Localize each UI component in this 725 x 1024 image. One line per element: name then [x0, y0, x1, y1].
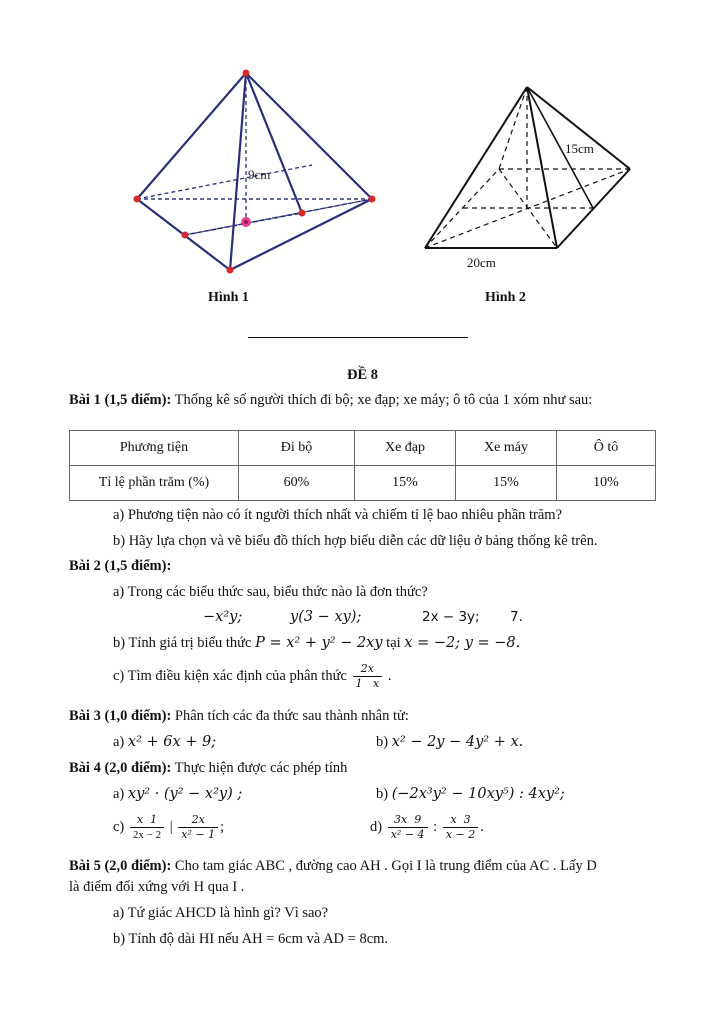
bai1-text: Thống kê số người thích đi bộ; xe đạp; xe máy; ô tô của 1 xóm như sau: [171, 392, 593, 408]
bai4-line [69, 760, 347, 777]
bai3-a-label: a) [113, 734, 128, 750]
bai4-b-expression: (−2x³y² − 10xy⁵) : 4xy²; [391, 786, 565, 802]
bai3-heading: Bài 3 (1,0 điểm): [69, 708, 172, 724]
bai4-b-label: b) [376, 786, 392, 802]
fraction-numerator: x 1 [130, 813, 164, 828]
bai2-b-prefix: b) Tính giá trị biểu thức [113, 635, 256, 651]
bai4-question-c [113, 813, 224, 842]
bai5-question-b: b) Tính độ dài HI nếu AH = 6cm và AD = 8cm. [113, 931, 389, 947]
bai3-line [69, 708, 409, 725]
table-header-cell: Xe đạp [355, 431, 456, 466]
bai4-text: Thực hiện được các phép tính [171, 760, 348, 776]
bai3-question-b [376, 734, 523, 751]
fraction-numerator: x 3 [443, 813, 478, 828]
table-header-row [70, 431, 656, 466]
bai1-question-b: b) Hãy lựa chọn và vẽ biểu đồ thích hợp biểu diễn các dữ liệu ở bảng thống kê trên. [113, 533, 598, 549]
bai2-c-fraction [353, 662, 383, 691]
bai5-line-1 [69, 858, 597, 875]
table-cell: 15% [355, 466, 456, 501]
fraction-denominator: 2x − 2 [132, 829, 162, 841]
bai5-heading: Bài 5 (2,0 điểm): [69, 858, 172, 874]
figure-2-base-label: 20cm [467, 255, 496, 270]
bai3-text: Phân tích các đa thức sau thành nhân tử: [171, 708, 409, 724]
bai4-heading: Bài 4 (2,0 điểm): [69, 760, 172, 776]
bai4-c-end: ; [220, 819, 225, 835]
bai2-expr-3: 2x − 3y; [422, 609, 480, 625]
figure-2-pyramid [415, 75, 645, 275]
bai2-expr-1: −x²y; [203, 609, 243, 625]
table-cell: Tỉ lệ phần trăm (%) [70, 466, 239, 501]
bai5-question-a: a) Tứ giác AHCD là hình gì? Vì sao? [113, 905, 329, 921]
bai4-d-operator: : [433, 819, 438, 835]
table-cell: 60% [239, 466, 355, 501]
bai4-c-fraction-1 [130, 813, 164, 842]
fraction-numerator: 2x [178, 813, 218, 828]
bai4-c-label: c) [113, 819, 128, 835]
section-divider [248, 337, 468, 338]
bai5-text-1: Cho tam giác ABC , đường cao AH . Gọi I là trung điểm của AC . Lấy D [171, 858, 597, 874]
fraction-numerator: 2x [353, 662, 383, 677]
bai2-question-b [113, 635, 520, 652]
bai2-b-expression: P = x² + y² − 2xy [255, 635, 383, 651]
bai5-line-2: là điểm đối xứng với H qua I . [69, 879, 245, 895]
fraction-denominator: x² − 1 [181, 828, 216, 841]
exam-title: ĐỀ 8 [346, 367, 379, 383]
bai1-heading: Bài 1 (1,5 điểm): [69, 392, 172, 408]
bai3-b-expression: x² − 2y − 4y² + x. [391, 734, 524, 750]
bai1-line [69, 392, 592, 409]
bai2-c-prefix: c) Tìm điều kiện xác định của phân thức [113, 668, 351, 684]
figure-1-pyramid [120, 55, 390, 285]
bai1-question-a: a) Phương tiện nào có ít người thích nhất và chiếm tỉ lệ bao nhiêu phần trăm? [113, 507, 563, 523]
figure-2-caption: Hình 2 [485, 290, 526, 305]
bai2-b-mid: tại [382, 635, 405, 651]
bai2-b-values: x = −2; y = −8. [404, 635, 521, 651]
table-cell: 15% [456, 466, 557, 501]
bai2-c-suffix: . [384, 668, 392, 684]
bai1-statistics-table [69, 430, 656, 501]
fraction-numerator: 3x 9 [388, 813, 428, 828]
bai4-c-fraction-2 [178, 813, 218, 842]
bai4-question-a [113, 786, 242, 803]
figure-1-height-label: 9cm [248, 167, 271, 182]
bai2-question-a: a) Trong các biểu thức sau, biểu thức nào là đơn thức? [113, 584, 428, 600]
fraction-denominator: 1 x [355, 677, 380, 690]
fraction-denominator: x − 2 [445, 828, 476, 841]
table-header-cell: Phương tiện [70, 431, 239, 466]
table-header-cell: Xe máy [456, 431, 557, 466]
bai4-question-b [376, 786, 565, 803]
table-cell: 10% [557, 466, 656, 501]
bai3-question-a [113, 734, 216, 751]
bai2-expr-2: y(3 − xy); [290, 609, 362, 625]
figure-1-caption: Hình 1 [208, 290, 249, 305]
bai4-d-fraction-1 [388, 813, 428, 842]
bai4-d-label: d) [370, 819, 386, 835]
table-row [70, 466, 656, 501]
fraction-denominator: x² − 4 [390, 828, 425, 841]
bai2-heading: Bài 2 (1,5 điểm): [69, 558, 172, 574]
bai4-question-d [370, 813, 484, 842]
bai4-c-operator: | [169, 819, 173, 835]
bai2-question-c [113, 662, 391, 691]
bai4-d-fraction-2 [443, 813, 478, 842]
bai3-b-label: b) [376, 734, 392, 750]
bai4-d-end: . [480, 819, 484, 835]
bai4-a-label: a) [113, 786, 128, 802]
table-header-cell: Đi bộ [239, 431, 355, 466]
bai4-a-expression: xy² · (y² − x²y) ; [127, 786, 243, 802]
figure-2-slant-label: 15cm [565, 141, 594, 156]
bai2-expr-4: 7. [510, 609, 523, 625]
bai3-a-expression: x² + 6x + 9; [127, 734, 217, 750]
table-header-cell: Ô tô [557, 431, 656, 466]
